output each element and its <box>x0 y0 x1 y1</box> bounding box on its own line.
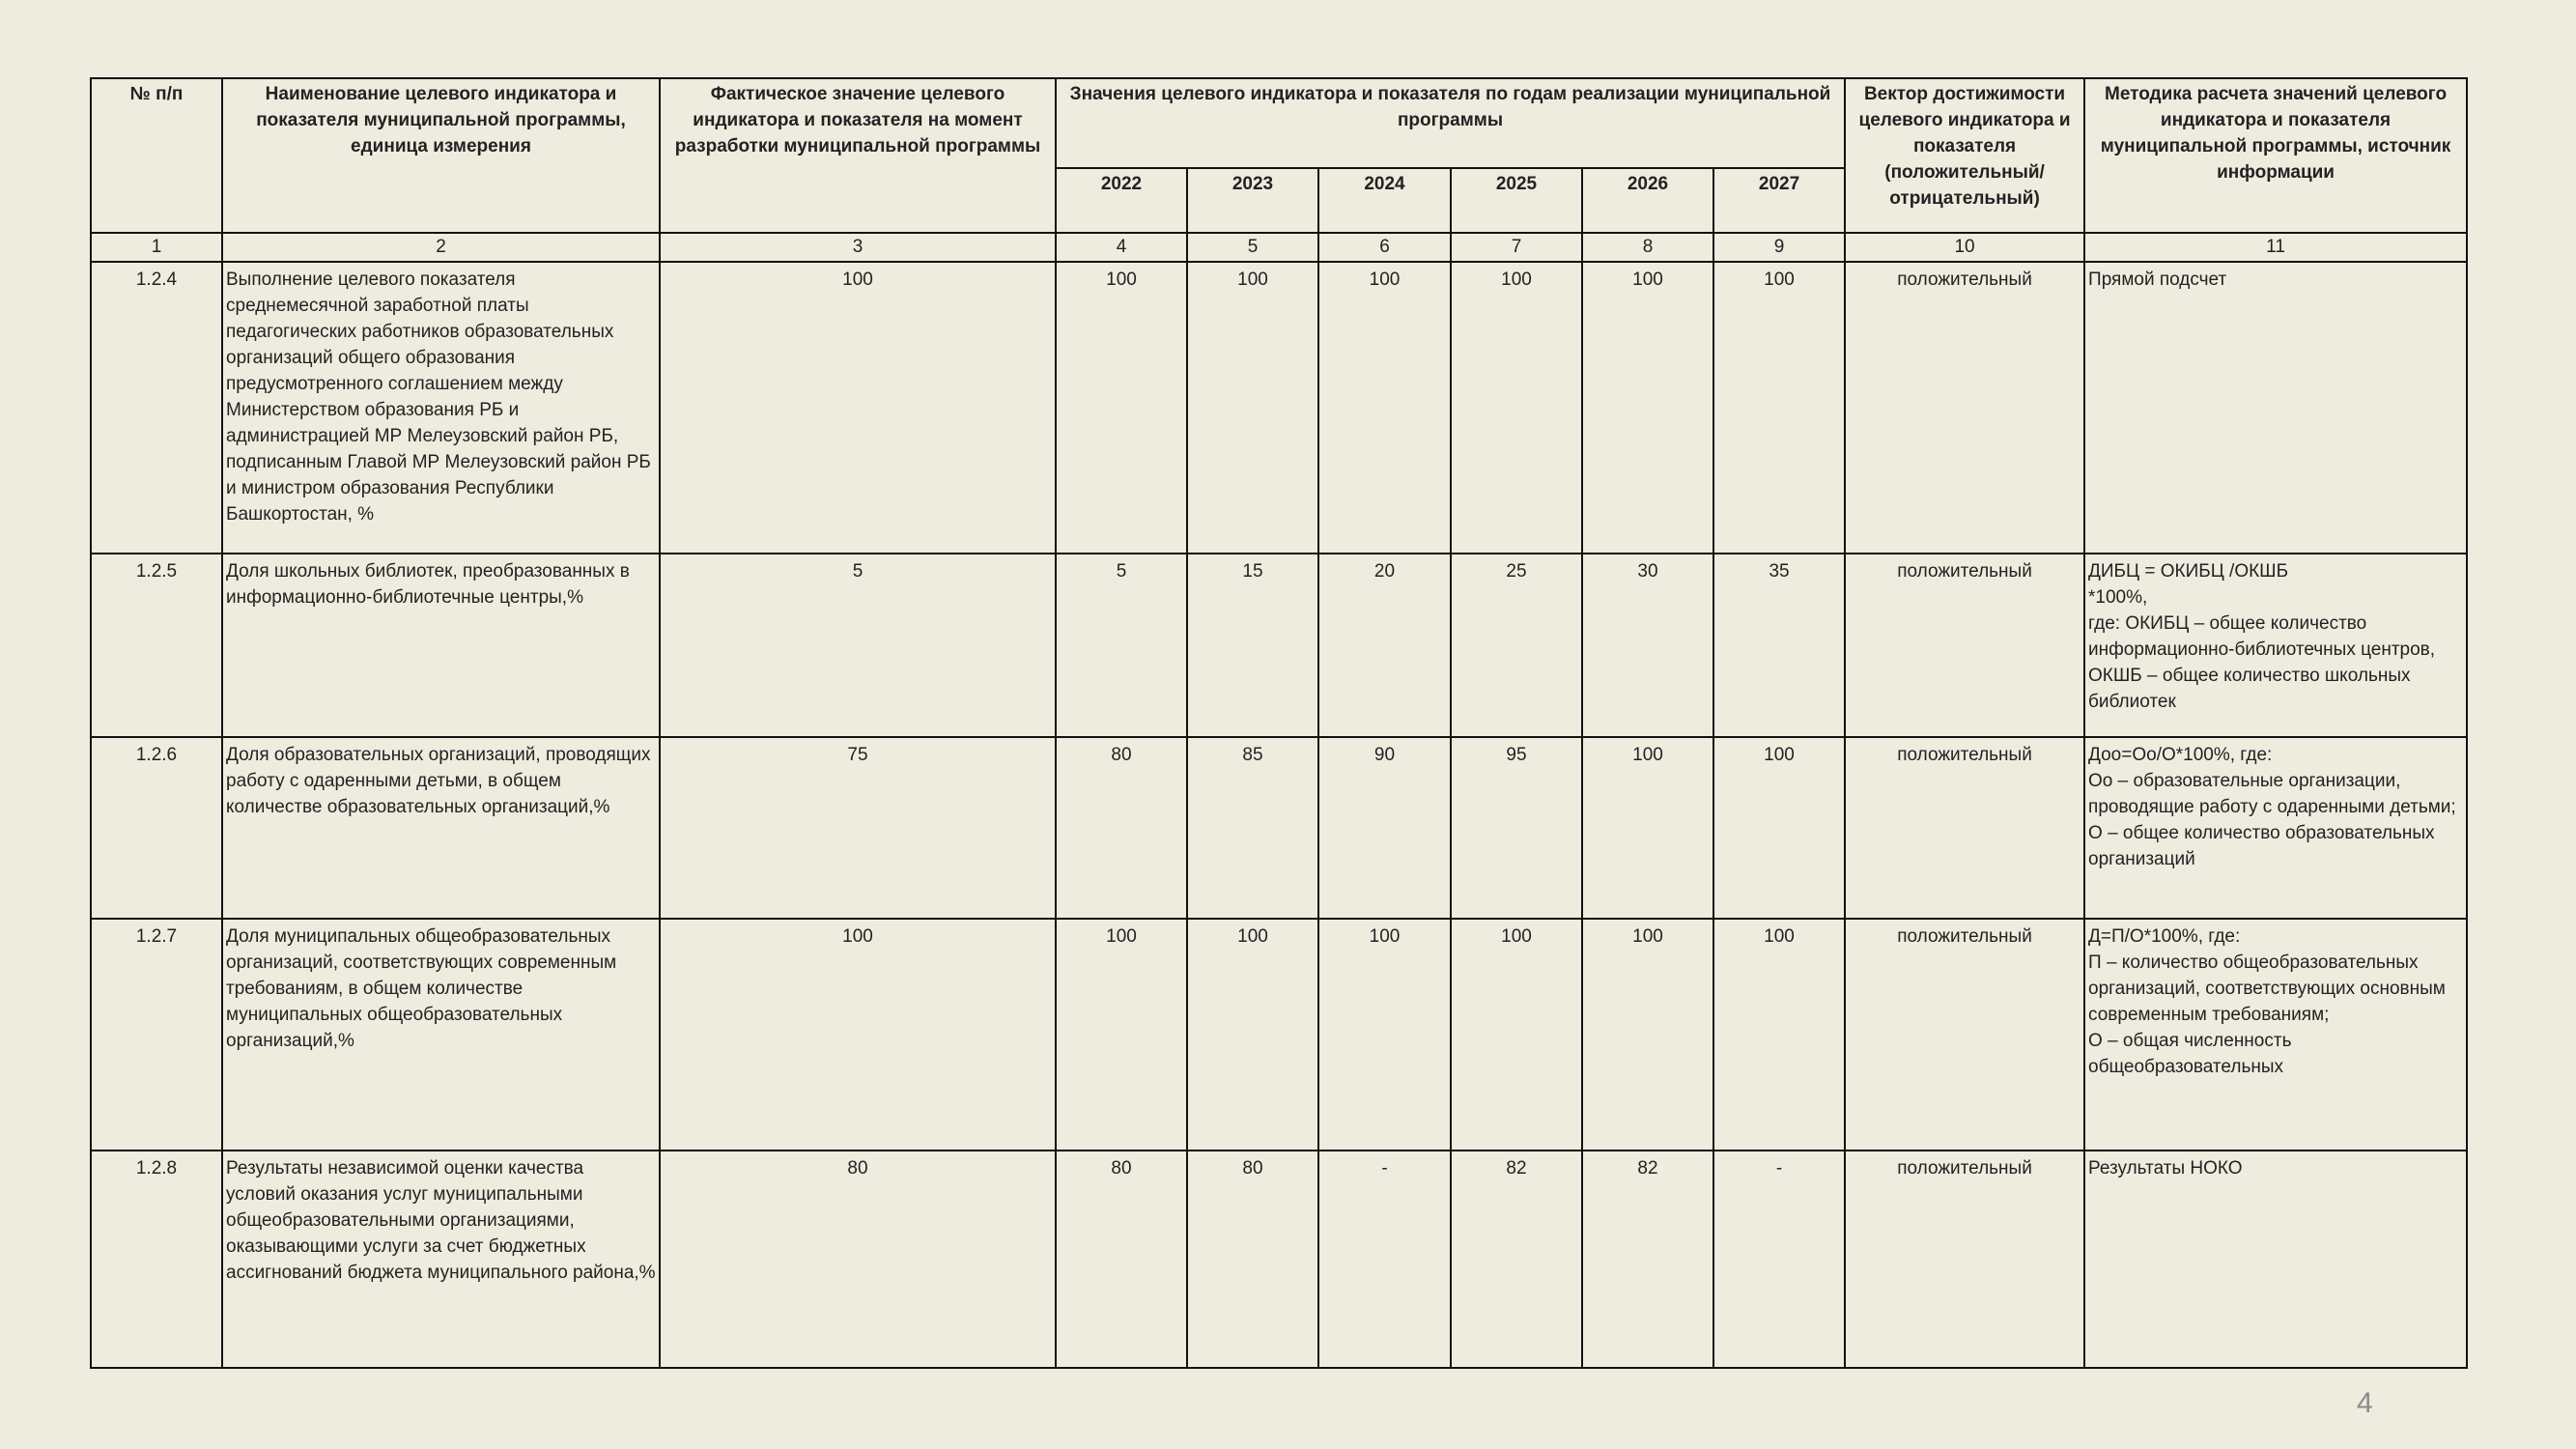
row-value: 100 <box>1187 919 1318 1151</box>
header-years-group: Значения целевого индикатора и показателя по годам реализации муниципальной программы <box>1056 78 1845 168</box>
column-number: 9 <box>1713 233 1845 262</box>
row-value: 35 <box>1713 554 1845 737</box>
row-value: 100 <box>1713 262 1845 554</box>
column-number: 1 <box>91 233 222 262</box>
header-row-top <box>91 78 2467 168</box>
row-code: 1.2.4 <box>91 262 222 554</box>
row-method: Доо=Оо/О*100%, где: Оо – образовательные организации, проводящие работу с одаренными детьми; О – общее количество образовательных организаций <box>2084 737 2467 919</box>
header-method: Методика расчета значений целевого индикатора и показателя муниципальной программы, источник информации <box>2084 78 2467 233</box>
row-name: Выполнение целевого показателя среднемесячной заработной платы педагогических работников образовательных организаций общего образования предусмотренного соглашением между Министерством образования РБ и администрацией МР Мелеузовский район РБ, подписанным Главой МР Мелеузовский район РБ и министром образования Республики Башкортостан, % <box>222 262 660 554</box>
row-value: 100 <box>1318 919 1451 1151</box>
header-year: 2025 <box>1451 168 1582 233</box>
row-vector: положительный <box>1845 919 2084 1151</box>
column-number: 4 <box>1056 233 1187 262</box>
row-value: 100 <box>1713 737 1845 919</box>
row-method: ДИБЦ = ОКИБЦ /ОКШБ *100%, где: ОКИБЦ – общее количество информационно-библиотечных центров, ОКШБ – общее количество школьных библиотек <box>2084 554 2467 737</box>
row-code: 1.2.7 <box>91 919 222 1151</box>
table-row <box>91 919 2467 1151</box>
column-number: 2 <box>222 233 660 262</box>
row-value: 90 <box>1318 737 1451 919</box>
header-vector: Вектор достижимости целевого индикатора и показателя (положительный/отрицательный) <box>1845 78 2084 233</box>
row-name: Доля муниципальных общеобразовательных организаций, соответствующих современным требованиям, в общем количестве муниципальных общеобразовательных организаций,% <box>222 919 660 1151</box>
row-name: Доля образовательных организаций, проводящих работу с одаренными детьми, в общем количестве образовательных организаций,% <box>222 737 660 919</box>
header-year: 2023 <box>1187 168 1318 233</box>
indicator-table-sheet <box>90 77 2466 1367</box>
row-value: 100 <box>1187 262 1318 554</box>
row-value: 100 <box>1056 919 1187 1151</box>
row-value: 100 <box>1451 262 1582 554</box>
table-row <box>91 1151 2467 1368</box>
page-number: 4 <box>2357 1387 2373 1419</box>
row-value: 100 <box>1318 262 1451 554</box>
header-year: 2024 <box>1318 168 1451 233</box>
row-vector: положительный <box>1845 554 2084 737</box>
row-value: 5 <box>1056 554 1187 737</box>
row-value: 85 <box>1187 737 1318 919</box>
row-actual: 75 <box>660 737 1056 919</box>
header-year: 2022 <box>1056 168 1187 233</box>
row-value: 25 <box>1451 554 1582 737</box>
row-vector: положительный <box>1845 1151 2084 1368</box>
row-value: 100 <box>1582 919 1713 1151</box>
row-value: 80 <box>1187 1151 1318 1368</box>
column-number: 11 <box>2084 233 2467 262</box>
row-value: 100 <box>1056 262 1187 554</box>
column-number: 10 <box>1845 233 2084 262</box>
row-value: - <box>1318 1151 1451 1368</box>
row-value: 82 <box>1451 1151 1582 1368</box>
header-year: 2026 <box>1582 168 1713 233</box>
row-value: - <box>1713 1151 1845 1368</box>
indicator-table <box>90 77 2468 1369</box>
row-value: 30 <box>1582 554 1713 737</box>
row-code: 1.2.8 <box>91 1151 222 1368</box>
header-actual: Фактическое значение целевого индикатора и показателя на момент разработки муниципальной программы <box>660 78 1056 233</box>
row-code: 1.2.5 <box>91 554 222 737</box>
column-number-row <box>91 233 2467 262</box>
row-actual: 80 <box>660 1151 1056 1368</box>
column-number: 6 <box>1318 233 1451 262</box>
row-value: 15 <box>1187 554 1318 737</box>
row-value: 95 <box>1451 737 1582 919</box>
table-row <box>91 554 2467 737</box>
row-method: Д=П/О*100%, где: П – количество общеобразовательных организаций, соответствующих основным современным требованиям; О – общая численность общеобразовательных <box>2084 919 2467 1151</box>
column-number: 7 <box>1451 233 1582 262</box>
row-value: 100 <box>1451 919 1582 1151</box>
row-value: 100 <box>1582 737 1713 919</box>
row-value: 80 <box>1056 737 1187 919</box>
header-no: № п/п <box>91 78 222 233</box>
header-year: 2027 <box>1713 168 1845 233</box>
row-value: 82 <box>1582 1151 1713 1368</box>
row-vector: положительный <box>1845 737 2084 919</box>
table-row <box>91 737 2467 919</box>
column-number: 8 <box>1582 233 1713 262</box>
row-value: 80 <box>1056 1151 1187 1368</box>
row-vector: положительный <box>1845 262 2084 554</box>
table-row <box>91 262 2467 554</box>
row-actual: 100 <box>660 262 1056 554</box>
column-number: 5 <box>1187 233 1318 262</box>
row-value: 100 <box>1713 919 1845 1151</box>
row-value: 20 <box>1318 554 1451 737</box>
row-actual: 100 <box>660 919 1056 1151</box>
row-method: Прямой подсчет <box>2084 262 2467 554</box>
row-value: 100 <box>1582 262 1713 554</box>
row-code: 1.2.6 <box>91 737 222 919</box>
header-name: Наименование целевого индикатора и показателя муниципальной программы, единица измерения <box>222 78 660 233</box>
row-name: Результаты независимой оценки качества условий оказания услуг муниципальными общеобразовательными организациями, оказывающими услуги за счет бюджетных ассигнований бюджета муниципального района,% <box>222 1151 660 1368</box>
row-actual: 5 <box>660 554 1056 737</box>
column-number: 3 <box>660 233 1056 262</box>
row-name: Доля школьных библиотек, преобразованных в информационно-библиотечные центры,% <box>222 554 660 737</box>
row-method: Результаты НОКО <box>2084 1151 2467 1368</box>
